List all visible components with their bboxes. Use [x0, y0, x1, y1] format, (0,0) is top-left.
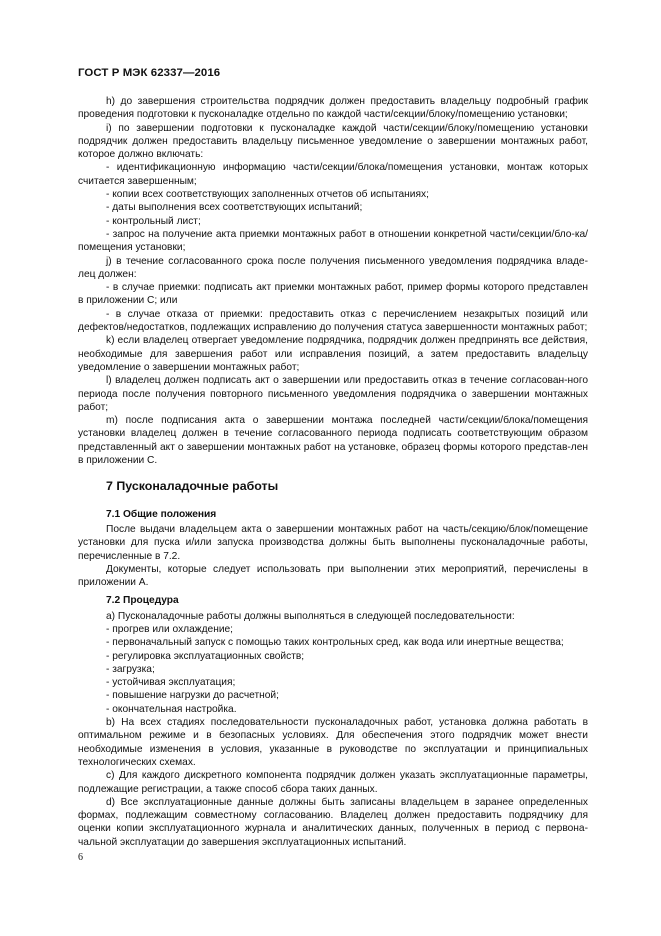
list-item: - контрольный лист;	[106, 215, 201, 227]
paragraph: После выдачи владельцем акта о завершении монтажных работ на часть/секцию/блок/помещение установки для пуска и/или запуска производства должны быть выполнены пусконаладочные работы, перечисленные в 7.2.	[78, 523, 588, 562]
paragraph: с) Для каждого дискретного компонента подрядчик должен указать эксплуатационные параметры, подлежащие регистрации, а также способ сбора таких данных.	[78, 770, 588, 795]
list-item: - запрос на получение акта приемки монтажных работ в отношении конкретной части/секции/бло-ка/помещения установки;	[78, 228, 588, 254]
paragraph: h) до завершения строительства подрядчик должен предоставить владельцу подробный график проведения подготовки к пусконаладке отдельно по каждой части/секции/блоку/помещению установки;	[78, 96, 588, 121]
list-item: - прогрев или охлаждение;	[106, 623, 234, 635]
page-number: 6	[78, 852, 83, 863]
subsection-heading: 7.1 Общие положения	[106, 508, 217, 520]
list-item: - повышение нагрузки до расчетной;	[106, 690, 279, 702]
list-item: - идентификационную информацию части/секции/блока/помещения установки, монтаж которых считается завершенным;	[78, 162, 588, 187]
paragraph: i) по завершении подготовки к пусконаладке каждой части/секции/блоку/помещению установки подрядчик должен предоставить владельцу письменное уведомление о завершении монтажных работ, которое должно включать:	[78, 122, 588, 161]
paragraph: d) Все эксплуатационные данные должны быть записаны владельцем в заранее определенных формах, подлежащим совместному согласованию. Владелец должен предоставить подрядчику для оценки копии эксплуатационного журнала и аналитических данных, полученных в период с первона-чальной эксплуатации до завершения эксплуатационных испытаний.	[78, 796, 588, 848]
list-item: - копии всех соответствующих заполненных отчетов об испытаниях;	[106, 189, 429, 201]
list-item: - регулировка эксплуатационных свойств;	[106, 650, 305, 662]
document-body	[78, 95, 588, 849]
paragraph: Документы, которые следует использовать при выполнении этих мероприятий, перечислены в приложении А.	[78, 563, 588, 589]
list-item: - первоначальный запуск с помощью таких контрольных сред, как вода или инертные вещества;	[106, 637, 564, 649]
paragraph: m) после подписания акта о завершении монтажа последней части/секции/блока/помещения установки владелец должен в течение согласованного периода подписать соответствующим образом представленный акт о завершении монтажных работ на установке, образец формы которого представ-лен в приложении С.	[78, 415, 588, 467]
paragraph: а) Пусконаладочные работы должны выполняться в следующей последовательности:	[106, 610, 515, 622]
list-item: - в случае отказа от приемки: предоставить отказ с перечислением незакрытых позиций или дефектов/недостатков, подлежащих исправлению до получения статуса завершенности монтажных работ;	[78, 308, 588, 334]
list-item: - даты выполнения всех соответствующих испытаний;	[106, 202, 363, 214]
paragraph: l) владелец должен подписать акт о завершении или предоставить отказ в течение согласован-ного периода после получения повторного письменного уведомления подрядчика о завершении монтажных работ;	[78, 375, 588, 413]
paragraph: j) в течение согласованного срока после получения письменного уведомления подрядчика владе-лец должен:	[78, 255, 588, 280]
paragraph: b) На всех стадиях последовательности пусконаладочных работ, установка должна работать в оптимальном режиме и в безопасных условиях. Для обеспечения этого подрядчик может внести необходимые изменения в условия, указанные в руководстве по эксплуатации и принципиальных технологических схемах.	[78, 717, 588, 768]
document-header: ГОСТ Р МЭК 62337—2016	[78, 67, 221, 79]
list-item: - загрузка;	[106, 663, 155, 675]
list-item: - устойчивая эксплуатация;	[106, 677, 236, 689]
paragraph: k) если владелец отвергает уведомление подрядчика, подрядчик должен предпринять все действия, необходимые для завершения работ или исправления позиций, а затем предоставить владельцу уведомление о завершении монтажных работ;	[78, 335, 588, 373]
list-item: - окончательная настройка.	[106, 703, 237, 715]
subsection-heading: 7.2 Процедура	[106, 595, 179, 607]
section-heading: 7 Пусконаладочные работы	[106, 479, 279, 494]
list-item: - в случае приемки: подписать акт приемки монтажных работ, пример формы которого представлен в приложении С; или	[78, 282, 588, 307]
